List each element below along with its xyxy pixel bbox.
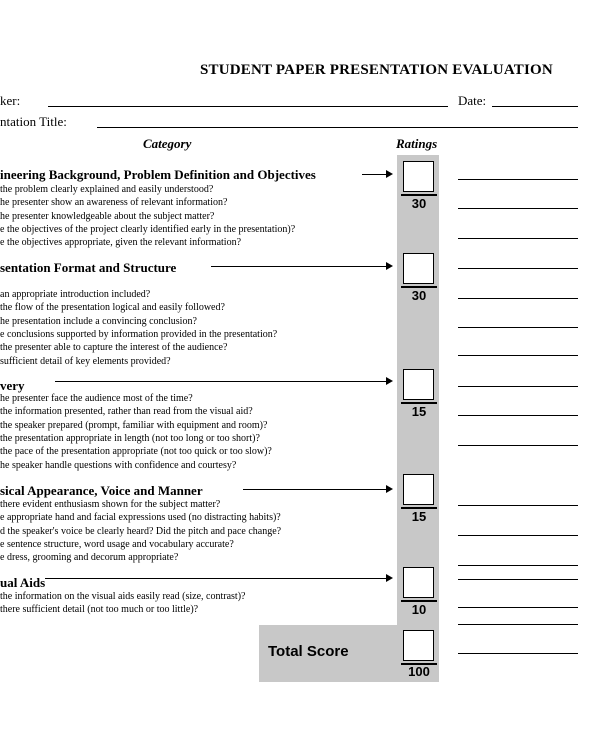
section-title: ineering Background, Problem Definition and Objectives <box>0 167 316 182</box>
arrow-line <box>55 381 387 382</box>
arrow-head-icon <box>386 262 393 270</box>
section-item: the pace of the presentation appropriate (not too quick or too slow)? <box>0 446 272 458</box>
comment-line[interactable] <box>458 505 578 506</box>
speaker-label: ker: <box>0 93 21 108</box>
section-item: he presentation include a convincing conclusion? <box>0 315 197 327</box>
comment-line[interactable] <box>458 653 578 654</box>
max-score: 15 <box>411 404 427 419</box>
section-item: d the speaker's voice be clearly heard? Did the pitch and pace change? <box>0 525 282 537</box>
speaker-field[interactable] <box>48 106 448 107</box>
section-item: the problem clearly explained and easily understood? <box>0 184 214 195</box>
comment-line[interactable] <box>458 607 578 608</box>
arrow-line <box>243 489 387 490</box>
section-item: e the objectives of the project clearly identified early in the presentation)? <box>0 223 296 235</box>
section-item: he presenter face the audience most of the time? <box>0 393 193 404</box>
section-item: e the objectives appropriate, given the relevant information? <box>0 237 242 249</box>
comment-line[interactable] <box>458 445 578 446</box>
comment-line[interactable] <box>458 298 578 299</box>
total-score-box[interactable] <box>403 630 434 661</box>
date-label: Date: <box>458 93 487 108</box>
rating-box[interactable] <box>403 369 434 400</box>
section-item: an appropriate introduction included? <box>0 289 151 300</box>
category-column-header: Category <box>143 136 192 151</box>
section-item: he presenter knowledgeable about the subject matter? <box>0 210 215 222</box>
section-item: sufficient detail of key elements provided? <box>0 355 171 367</box>
section-item: there evident enthusiasm shown for the subject matter? <box>0 499 221 510</box>
arrow-head-icon <box>386 377 393 385</box>
comment-line[interactable] <box>458 579 578 580</box>
max-score: 15 <box>411 509 427 524</box>
comment-line[interactable] <box>458 535 578 536</box>
max-score: 30 <box>411 288 427 303</box>
total-max-score: 100 <box>408 664 430 679</box>
comment-line[interactable] <box>458 327 578 328</box>
section-item: he speaker handle questions with confidence and courtesy? <box>0 459 237 471</box>
section-title: very <box>0 378 25 393</box>
comment-line[interactable] <box>458 415 578 416</box>
arrow-head-icon <box>386 574 393 582</box>
section-item: e dress, grooming and decorum appropriate? <box>0 552 179 564</box>
section-item: e sentence structure, word usage and vocabulary accurate? <box>0 538 234 550</box>
comment-line[interactable] <box>458 208 578 209</box>
total-score-label: Total Score <box>268 643 349 660</box>
section-item: the presentation appropriate in length (not too long or too short)? <box>0 432 260 444</box>
section-item: there sufficient detail (not too much or too little)? <box>0 604 199 616</box>
rating-box[interactable] <box>403 161 434 192</box>
section-item: the flow of the presentation logical and easily followed? <box>0 302 225 314</box>
arrow-line <box>211 266 387 267</box>
max-score: 10 <box>411 602 427 617</box>
presentation-title-field[interactable] <box>97 127 578 128</box>
date-field[interactable] <box>492 106 578 107</box>
rating-box[interactable] <box>403 253 434 284</box>
section-title: ual Aids <box>0 575 46 590</box>
section-item: the presenter able to capture the interest of the audience? <box>0 342 228 354</box>
arrow-head-icon <box>386 485 393 493</box>
arrow-line <box>45 578 387 579</box>
arrow-head-icon <box>386 170 393 178</box>
arrow-line <box>362 174 387 175</box>
ratings-column-header: Ratings <box>396 136 438 151</box>
comment-line[interactable] <box>458 624 578 625</box>
section-item: the speaker prepared (prompt, familiar with equipment and room)? <box>0 419 268 431</box>
comment-line[interactable] <box>458 179 578 180</box>
section-title: sical Appearance, Voice and Manner <box>0 483 203 498</box>
section-title: sentation Format and Structure <box>0 260 177 275</box>
section-item: he presenter show an awareness of relevant information? <box>0 197 228 209</box>
rating-box[interactable] <box>403 567 434 598</box>
comment-line[interactable] <box>458 355 578 356</box>
rating-box[interactable] <box>403 474 434 505</box>
comment-line[interactable] <box>458 565 578 566</box>
comment-line[interactable] <box>458 268 578 269</box>
section-item: the information on the visual aids easily read (size, contrast)? <box>0 591 246 602</box>
section-item: the information presented, rather than read from the visual aid? <box>0 406 253 418</box>
section-item: e conclusions supported by information provided in the presentation? <box>0 328 278 340</box>
presentation-title-label: ntation Title: <box>0 114 67 129</box>
max-score: 30 <box>411 196 427 211</box>
section-item: e appropriate hand and facial expressions used (no distracting habits)? <box>0 512 281 524</box>
page-title: STUDENT PAPER PRESENTATION EVALUATION <box>200 62 553 78</box>
comment-line[interactable] <box>458 386 578 387</box>
comment-line[interactable] <box>458 238 578 239</box>
